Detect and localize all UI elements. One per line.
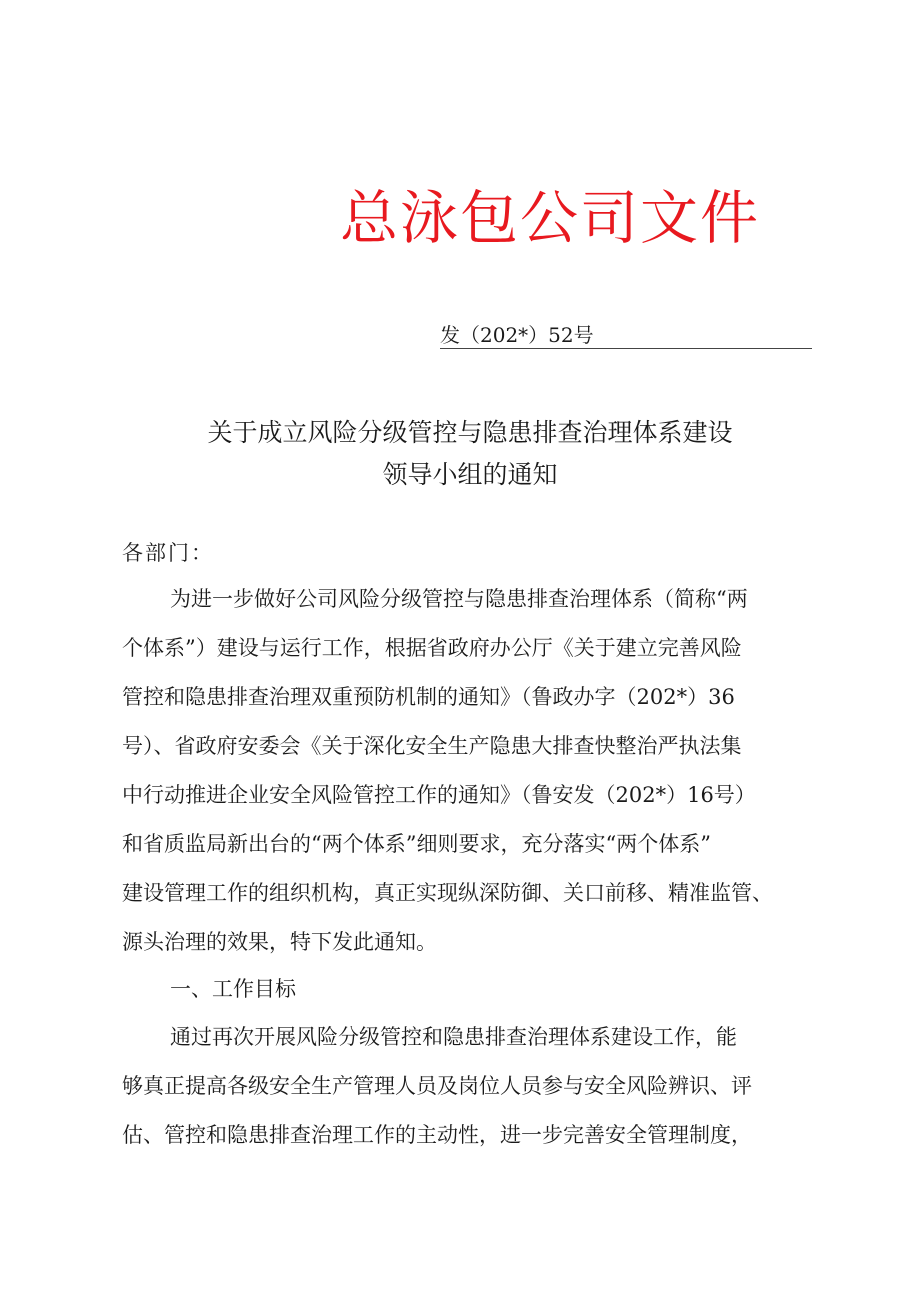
paragraph-line: 够真正提高各级安全生产管理人员及岗位人员参与安全风险辨识、评 — [122, 1074, 752, 1098]
paragraph-line: 个体系”）建设与运行工作，根据省政府办公厅《关于建立完善风险 — [122, 636, 742, 660]
section-heading: 一、工作目标 — [170, 977, 296, 1001]
notice-title-line: 关于成立风险分级管控与隐患排查治理体系建设 — [207, 418, 733, 447]
salutation: 各部门： — [122, 541, 214, 565]
paragraph-line: 通过再次开展风险分级管控和隐患排查治理体系建设工作，能 — [170, 1025, 737, 1049]
header-divider — [440, 348, 812, 349]
notice-title — [120, 412, 820, 496]
notice-title-line: 领导小组的通知 — [382, 460, 558, 489]
paragraph-line: 和省质监局新出台的“两个体系”细则要求，充分落实“两个体系” — [122, 832, 711, 856]
org-title: 总泳包公司文件 — [340, 184, 761, 252]
paragraph-line: 建设管理工作的组织机构，真正实现纵深防御、关口前移、精准监管、 — [122, 881, 773, 905]
paragraph-line: 中行动推进企业安全风险管控工作的通知》（鲁安发（202*）16号） — [122, 783, 756, 807]
doc-number: 发（202*）52号 — [440, 323, 594, 347]
paragraph-line: 源头治理的效果，特下发此通知。 — [122, 930, 437, 954]
paragraph-line: 管控和隐患排查治理双重预防机制的通知》（鲁政办字（202*）36 — [122, 685, 735, 709]
paragraph-line: 为进一步做好公司风险分级管控与隐患排查治理体系（简称“两 — [170, 587, 748, 611]
paragraph-line: 估、管控和隐患排查治理工作的主动性，进一步完善安全管理制度， — [122, 1123, 752, 1147]
paragraph-line: 号）、省政府安委会《关于深化安全生产隐患大排查快整治严执法集 — [122, 734, 742, 758]
